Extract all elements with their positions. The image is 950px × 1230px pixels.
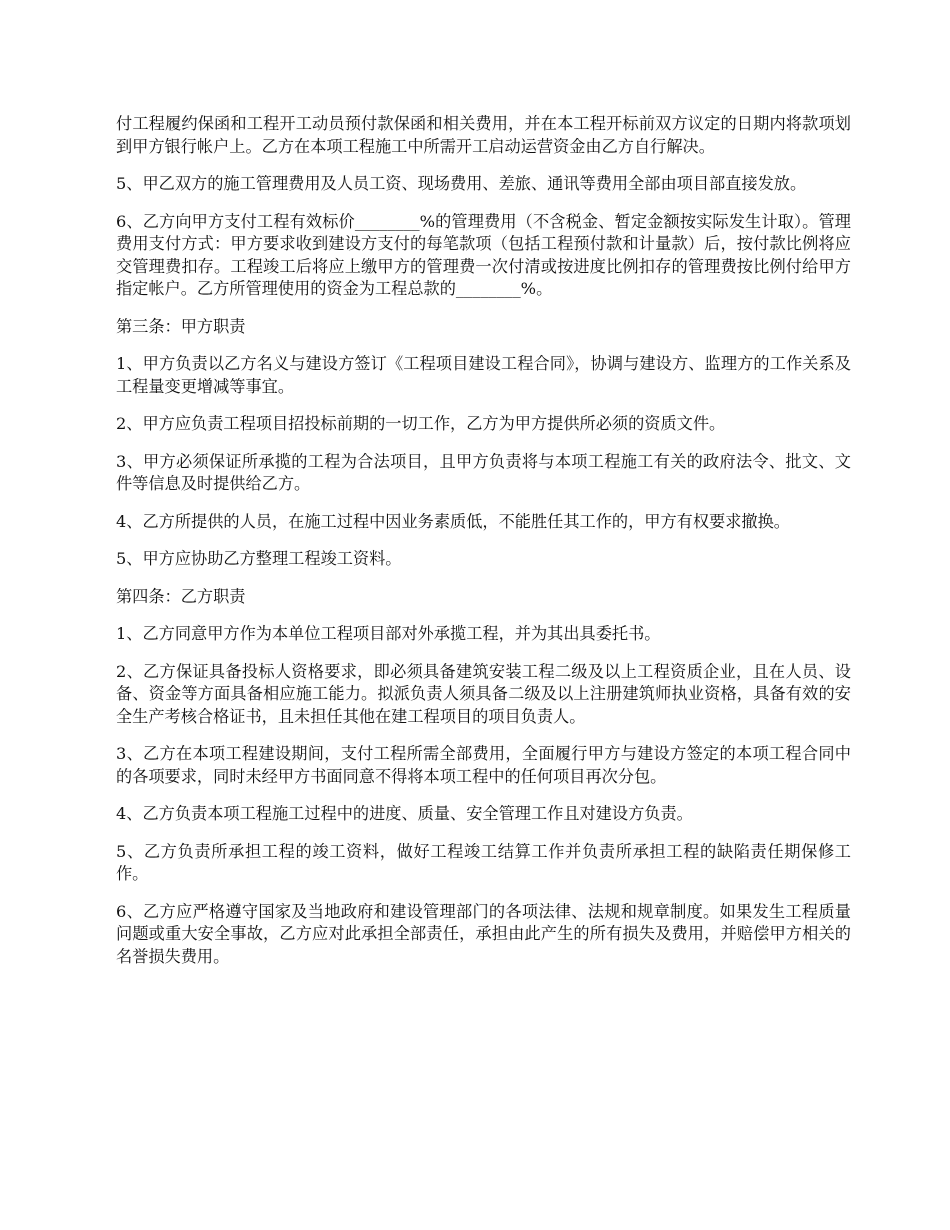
- document-page: [116, 113, 851, 983]
- paragraph-clause-4-5: 5、乙方负责所承担工程的竣工资料，做好工程竣工结算工作并负责所承担工程的缺陷责任期保修工作。: [116, 841, 851, 883]
- paragraph-clause-2-5: 5、甲乙双方的施工管理费用及人员工资、现场费用、差旅、通讯等费用全部由项目部直接发放。: [116, 174, 807, 193]
- paragraph-clause-3-5: 5、甲方应协助乙方整理工程竣工资料。: [116, 549, 402, 568]
- section-heading-article-4: 第四条：乙方职责: [116, 586, 246, 606]
- paragraph-clause-3-2: 2、甲方应负责工程项目招投标前期的一切工作，乙方为甲方提供所必须的资质文件。: [116, 414, 726, 433]
- paragraph-clause-3-1: 1、甲方负责以乙方名义与建设方签订《工程项目建设工程合同》，协调与建设方、监理方的工作关系及工程量变更增减等事宜。: [116, 354, 851, 396]
- paragraph-clause-4-4: 4、乙方负责本项工程施工过程中的进度、质量、安全管理工作且对建设方负责。: [116, 804, 693, 823]
- paragraph-payment-guarantee: 付工程履约保函和工程开工动员预付款保函和相关费用，并在本工程开标前双方议定的日期内将款项划到甲方银行帐户上。乙方在本项工程施工中所需开工启动运营资金由乙方自行解决。: [116, 114, 851, 156]
- section-heading-article-3: 第三条：甲方职责: [116, 316, 246, 336]
- paragraph-clause-3-4: 4、乙方所提供的人员，在施工过程中因业务素质低，不能胜任其工作的，甲方有权要求撤换。: [116, 511, 790, 531]
- paragraph-clause-4-1: 1、乙方同意甲方作为本单位工程项目部对外承揽工程，并为其出具委托书。: [116, 624, 661, 643]
- paragraph-clause-4-3: 3、乙方在本项工程建设期间，支付工程所需全部费用，全面履行甲方与建设方签定的本项工程合同中的各项要求，同时未经甲方书面同意不得将本项工程中的任何项目再次分包。: [116, 744, 851, 786]
- paragraph-clause-2-6: 6、乙方向甲方支付工程有效标价________%的管理费用（不含税金、暂定金额按实际发生计取）。管理费用支付方式：甲方要求收到建设方支付的每笔款项（包括工程预付款和计量款）后，按付款比例将应交管理费扣存。工程竣工后将应上缴甲方的管理费一次付清或按进度比例扣存的管理费按比例付给甲方指定帐户。乙方所管理使用的资金为工程总款的________%。: [116, 211, 851, 298]
- paragraph-clause-4-2: 2、乙方保证具备投标人资格要求，即必须具备建筑安装工程二级及以上工程资质企业，且在人员、设备、资金等方面具备相应施工能力。拟派负责人须具备二级及以上注册建筑师执业资格，具备有效的安全生产考核合格证书，且未担任其他在建工程项目的项目负责人。: [116, 661, 851, 726]
- paragraph-clause-3-3: 3、甲方必须保证所承揽的工程为合法项目，且甲方负责将与本项工程施工有关的政府法令、批文、文件等信息及时提供给乙方。: [116, 451, 851, 493]
- paragraph-clause-4-6: 6、乙方应严格遵守国家及当地政府和建设管理部门的各项法律、法规和规章制度。如果发生工程质量问题或重大安全事故，乙方应对此承担全部责任，承担由此产生的所有损失及费用，并赔偿甲方相关的名誉损失费用。: [116, 901, 851, 966]
